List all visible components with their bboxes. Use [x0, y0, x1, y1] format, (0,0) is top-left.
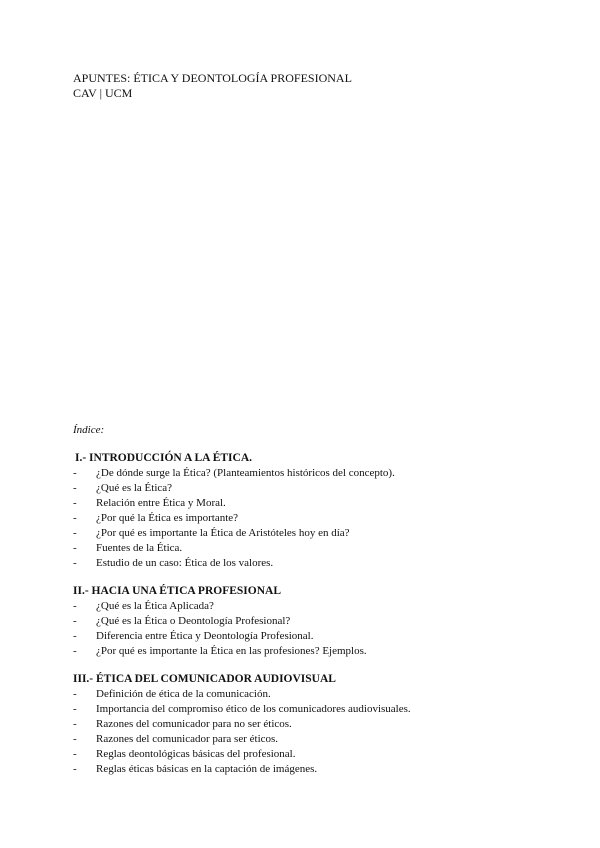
- section-title: I.- INTRODUCCIÓN A LA ÉTICA.: [75, 452, 253, 464]
- list-item: [73, 702, 411, 717]
- list-item-text: ¿Por qué es importante la Ética de Aristóteles hoy en día?: [96, 527, 350, 539]
- list-item: [73, 556, 395, 571]
- list-item: [73, 466, 395, 481]
- bullet-dash: -: [73, 615, 77, 627]
- section-comunicador-audiovisual: [73, 672, 411, 777]
- bullet-dash: -: [73, 497, 77, 509]
- list-item: [73, 541, 395, 556]
- list-item-text: ¿Qué es la Ética Aplicada?: [96, 600, 214, 612]
- bullet-dash: -: [73, 527, 77, 539]
- list-item: [73, 481, 395, 496]
- bullet-dash: -: [73, 630, 77, 642]
- list-item: [73, 526, 395, 541]
- list-item-text: ¿Qué es la Ética o Deontología Profesional?: [96, 615, 291, 627]
- list-item: [73, 687, 411, 702]
- bullet-dash: -: [73, 557, 77, 569]
- list-item-text: Estudio de un caso: Ética de los valores.: [96, 557, 274, 569]
- header-subtitle: CAV | UCM: [73, 86, 133, 100]
- list-item-text: Definición de ética de la comunicación.: [96, 688, 271, 700]
- bullet-dash: -: [73, 688, 77, 700]
- list-item: [73, 614, 367, 629]
- list-item-text: ¿Qué es la Ética?: [96, 482, 173, 494]
- list-item-text: Reglas deontológicas básicas del profesional.: [96, 748, 296, 760]
- bullet-dash: -: [73, 600, 77, 612]
- section-item-list: [73, 687, 411, 777]
- bullet-dash: -: [73, 467, 77, 479]
- list-item-text: Reglas éticas básicas en la captación de imágenes.: [96, 763, 318, 775]
- list-item-text: Razones del comunicador para no ser éticos.: [96, 718, 292, 730]
- list-item-text: Fuentes de la Ética.: [96, 542, 183, 554]
- list-item-text: ¿Por qué la Ética es importante?: [96, 512, 239, 524]
- list-item: [73, 717, 411, 732]
- list-item-text: ¿De dónde surge la Ética? (Planteamientos históricos del concepto).: [96, 467, 395, 479]
- bullet-dash: -: [73, 763, 77, 775]
- section-item-list: [73, 466, 395, 571]
- list-item: [73, 599, 367, 614]
- list-item: [73, 762, 411, 777]
- bullet-dash: -: [73, 512, 77, 524]
- list-item-text: Razones del comunicador para ser éticos.: [96, 733, 279, 745]
- list-item-text: Diferencia entre Ética y Deontología Profesional.: [96, 630, 314, 642]
- section-title: II.- HACIA UNA ÉTICA PROFESIONAL: [73, 585, 281, 597]
- section-title: III.- ÉTICA DEL COMUNICADOR AUDIOVISUAL: [73, 673, 336, 685]
- bullet-dash: -: [73, 733, 77, 745]
- list-item: [73, 732, 411, 747]
- index-label: Índice:: [73, 424, 105, 436]
- list-item: [73, 496, 395, 511]
- list-item-text: ¿Por qué es importante la Ética en las profesiones? Ejemplos.: [96, 645, 367, 657]
- header-title: APUNTES: ÉTICA Y DEONTOLOGÍA PROFESIONAL: [73, 71, 352, 85]
- bullet-dash: -: [73, 718, 77, 730]
- section-introduccion: [73, 451, 395, 571]
- list-item: [73, 511, 395, 526]
- bullet-dash: -: [73, 482, 77, 494]
- section-etica-profesional: [73, 584, 367, 659]
- bullet-dash: -: [73, 542, 77, 554]
- list-item-text: Relación entre Ética y Moral.: [96, 497, 226, 509]
- list-item: [73, 644, 367, 659]
- section-item-list: [73, 599, 367, 659]
- bullet-dash: -: [73, 703, 77, 715]
- list-item: [73, 747, 411, 762]
- bullet-dash: -: [73, 645, 77, 657]
- bullet-dash: -: [73, 748, 77, 760]
- document-header: [73, 71, 352, 101]
- list-item-text: Importancia del compromiso ético de los comunicadores audiovisuales.: [96, 703, 411, 715]
- list-item: [73, 629, 367, 644]
